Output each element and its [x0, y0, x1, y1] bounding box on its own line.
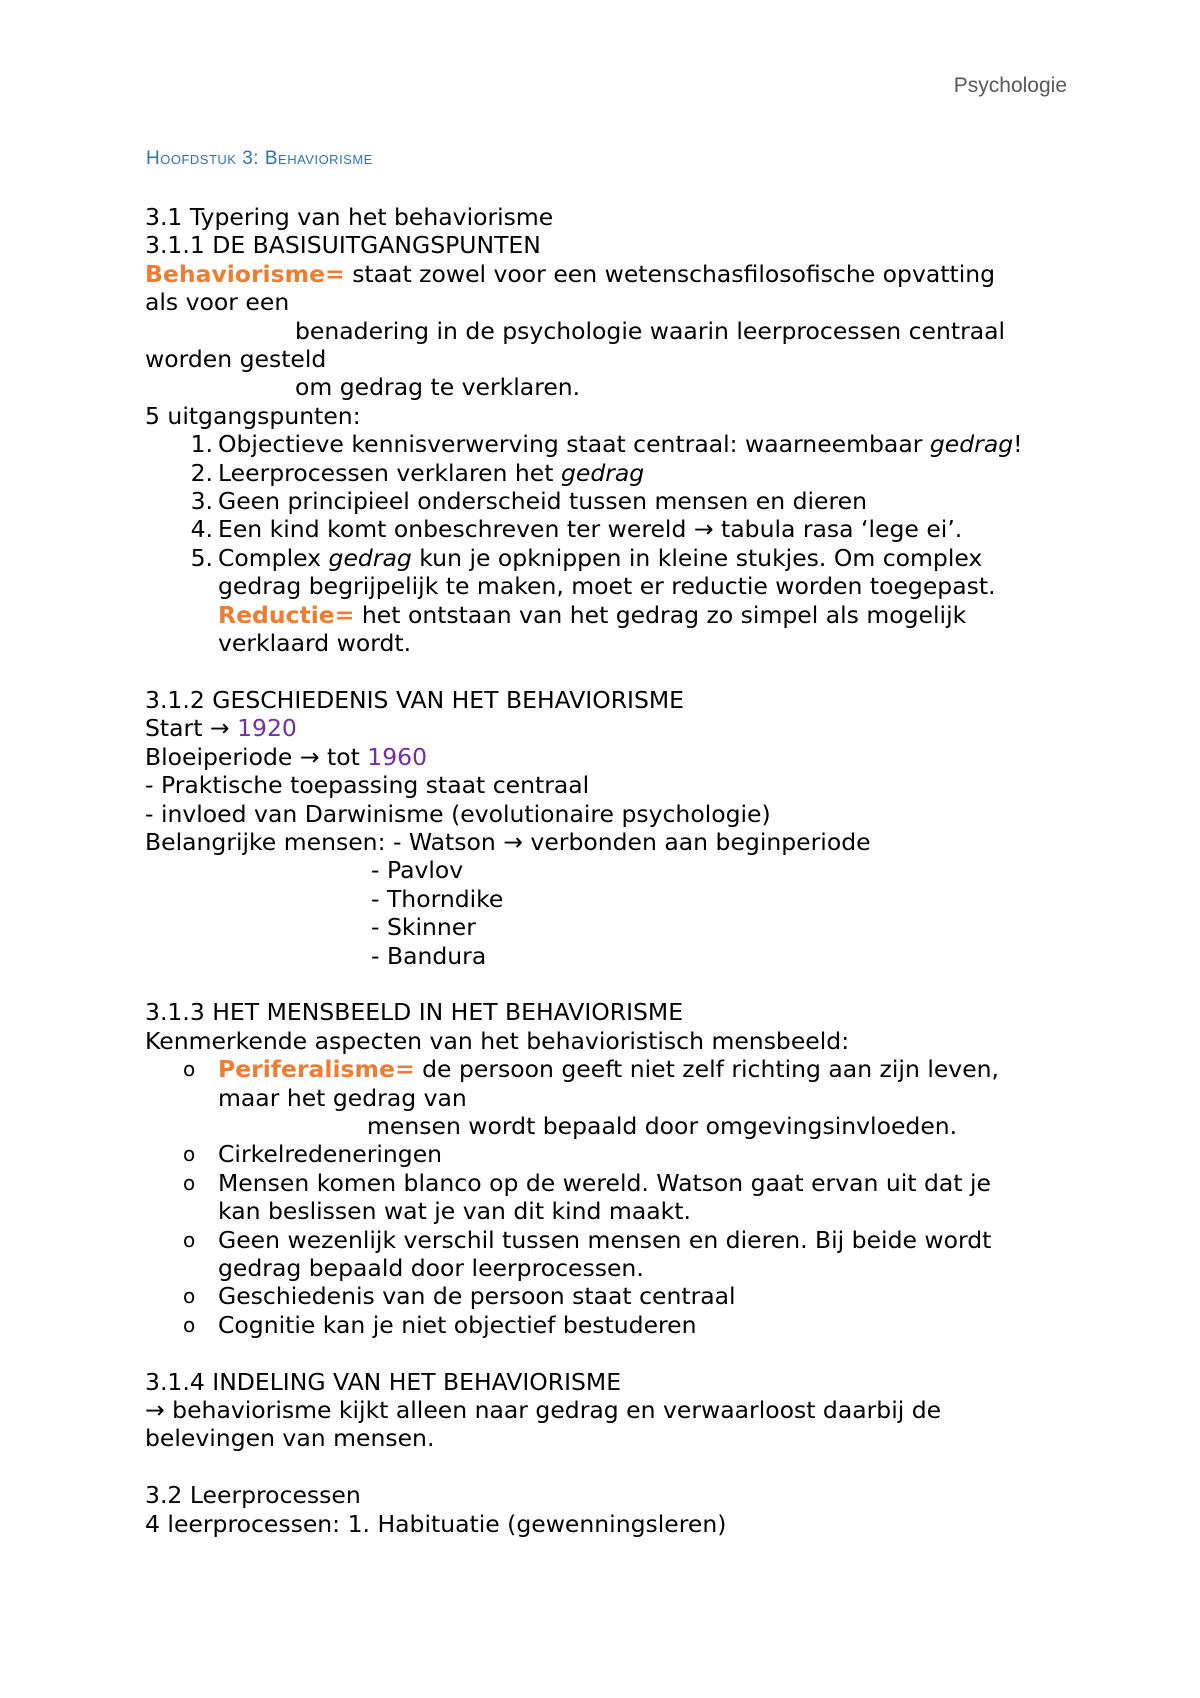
definition-text: staat zowel voor een wetenschasfilosofische opvatting [344, 259, 996, 288]
arrow-right-icon: → [503, 827, 523, 856]
year-1960: 1960 [367, 742, 428, 771]
list-item [145, 459, 1065, 487]
term-periferalisme: Periferalisme= [218, 1055, 415, 1084]
paragraph-text: behaviorisme kijkt alleen naar gedrag en verwaarloost daarbij de [164, 1396, 942, 1425]
bullet-continuation: maar het gedrag van [218, 1083, 467, 1112]
list-intro: Kenmerkende aspecten van het behavioristisch mensbeeld: [145, 1026, 850, 1055]
bullet-item [145, 1055, 1065, 1083]
list-item [145, 515, 1065, 543]
paragraph-line: belevingen van mensen. [145, 1424, 435, 1453]
bullet-icon: o [183, 1284, 196, 1309]
list-number: 1. [190, 430, 213, 459]
bullet-item [145, 1282, 1065, 1310]
label: Bloeiperiode [145, 742, 300, 771]
definition-line: worden gesteld [145, 345, 327, 374]
running-header: Psychologie [953, 74, 1067, 97]
list-item-continuation: gedrag begrijpelijk te maken, moet er reductie worden toegepast. [218, 572, 996, 601]
bullet-item [145, 1311, 1065, 1339]
bullet-continuation: mensen wordt bepaald door omgevingsinvloeden. [367, 1111, 958, 1140]
arrow-right-icon: → [145, 1396, 165, 1425]
term-reductie: Reductie= [218, 600, 355, 629]
subsection-heading-3-1-1: 3.1.1 DE BASISUITGANGSPUNTEN [145, 231, 541, 260]
label: Start [145, 714, 210, 743]
bullet-item [145, 1226, 1065, 1254]
list-item [145, 544, 1065, 572]
document-body [145, 203, 1065, 1538]
list-item [145, 430, 1065, 458]
list-text: Leerprocessen verklaren het [218, 458, 561, 487]
bloei-line [145, 743, 1065, 771]
emphasis: gedrag [560, 458, 645, 487]
arrow-right-icon: → [209, 714, 230, 743]
start-line [145, 714, 1065, 742]
subsection-heading-3-1-4: 3.1.4 INDELING VAN HET BEHAVIORISME [145, 1367, 622, 1396]
dash-item: - invloed van Darwinisme (evolutionaire psychologie) [145, 799, 771, 828]
bullet-continuation: kan beslissen wat je van dit kind maakt. [218, 1197, 691, 1226]
bullet-text: Cirkelredeneringen [218, 1140, 443, 1169]
bullet-item [145, 1140, 1065, 1168]
year-1920: 1920 [237, 714, 297, 743]
list-number: 4. [190, 515, 213, 544]
paragraph-line: 4 leerprocessen: 1. Habituatie (gewenningsleren) [145, 1509, 727, 1538]
term-behaviorisme: Behaviorisme= [145, 259, 345, 288]
list-text: Complex [218, 543, 329, 572]
list-number: 2. [190, 458, 213, 487]
bullet-icon: o [183, 1057, 196, 1082]
people-line [145, 828, 1065, 856]
list-text: ! [1013, 430, 1023, 459]
emphasis: gedrag [328, 543, 412, 572]
dash-item: - Praktische toepassing staat centraal [145, 771, 590, 800]
list-text: tabula rasa ‘lege ei’. [713, 515, 963, 544]
label: tot [319, 742, 368, 771]
bullet-item [145, 1169, 1065, 1197]
definition-line: benadering in de psychologie waarin leerprocessen centraal [295, 316, 1006, 345]
bullet-icon: o [183, 1170, 196, 1195]
paragraph-line [145, 1396, 1065, 1424]
bullet-text: Geschiedenis van de persoon staat centraal [218, 1282, 736, 1311]
list-text: Objectieve kennisverwerving staat centraal: waarneembaar [218, 430, 930, 459]
person-item: - Bandura [371, 941, 487, 970]
bullet-continuation: gedrag bepaald door leerprocessen. [218, 1254, 644, 1282]
subsection-heading-3-1-2: 3.1.2 GESCHIEDENIS VAN HET BEHAVIORISME [145, 685, 684, 714]
list-item [145, 487, 1065, 515]
definition-text: het ontstaan van het gedrag zo simpel als mogelijk [354, 600, 967, 629]
bullet-icon: o [183, 1227, 196, 1252]
list-intro: 5 uitgangspunten: [145, 401, 361, 430]
definition-behaviorisme [145, 260, 1065, 288]
list-text: kun je opknippen in kleine stukjes. Om complex [411, 543, 983, 572]
arrow-right-icon: → [299, 742, 320, 771]
definition-reductie [145, 601, 1065, 629]
list-text: Geen principieel onderscheid tussen mensen en dieren [218, 487, 867, 516]
chapter-title: Hoofdstuk 3: Behaviorisme [146, 148, 373, 169]
subsection-heading-3-1-3: 3.1.3 HET MENSBEELD IN HET BEHAVIORISME [145, 998, 684, 1027]
list-item-continuation: verklaard wordt. [218, 629, 412, 658]
definition-text: de persoon geeft niet zelf richting aan zijn leven, [414, 1055, 1000, 1084]
bullet-icon: o [183, 1142, 196, 1167]
bullet-text: Cognitie kan je niet objectief bestuderen [218, 1310, 697, 1339]
bullet-text: Geen wezenlijk verschil tussen mensen en dieren. Bij beide wordt [218, 1225, 992, 1254]
person-item: - Thorndike [371, 884, 504, 913]
person-item: - Pavlov [371, 856, 464, 885]
arrow-right-icon: → [693, 515, 714, 544]
person-item: - Skinner [371, 913, 476, 942]
label: verbonden aan beginperiode [522, 827, 871, 856]
bullet-icon: o [183, 1312, 196, 1337]
list-number: 5. [190, 543, 213, 572]
section-heading-3-2: 3.2 Leerprocessen [145, 1481, 361, 1510]
emphasis: gedrag [929, 430, 1014, 459]
definition-line: als voor een [145, 288, 290, 317]
list-text: Een kind komt onbeschreven ter wereld [218, 515, 694, 544]
label: Belangrijke mensen: - Watson [145, 827, 504, 856]
definition-line: om gedrag te verklaren. [295, 373, 581, 402]
list-number: 3. [190, 487, 213, 516]
bullet-text: Mensen komen blanco op de wereld. Watson gaat ervan uit dat je [218, 1168, 991, 1197]
section-heading-3-1: 3.1 Typering van het behaviorisme [145, 203, 554, 231]
